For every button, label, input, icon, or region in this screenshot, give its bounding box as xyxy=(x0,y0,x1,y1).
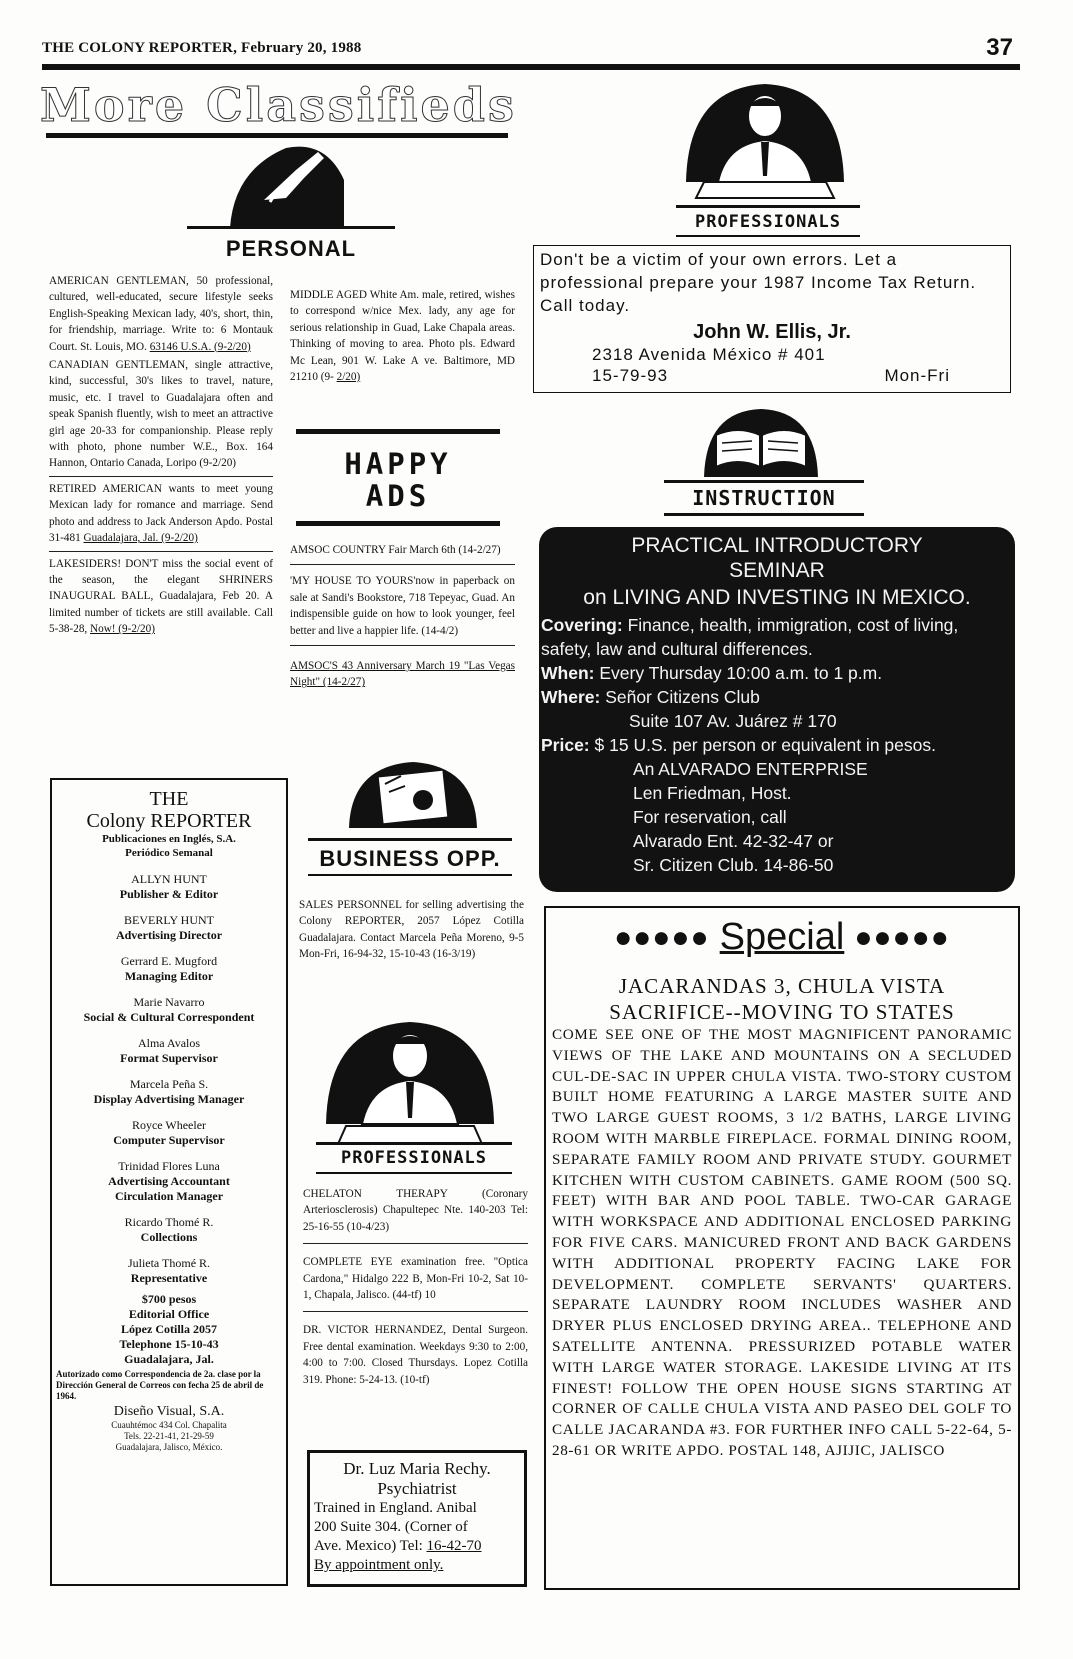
happy-ads-title-line2: ADS xyxy=(365,479,431,513)
masthead-office-address: López Cotilla 2057 xyxy=(121,1322,217,1336)
staff-name: Marie Navarro xyxy=(133,995,205,1009)
masthead-office-city: Guadalajara, Jal. xyxy=(124,1352,214,1366)
pointing-hand-icon xyxy=(226,140,346,228)
classified-text: AMERICAN GENTLEMAN, 50 professional, cultured, well-educated, secure lifestyle seeks English-Speaking Mexican lady, 40's, short, thin, for friendship, marriage. Write to: 6 Montauk Court. St. Louis, MO. xyxy=(49,275,273,353)
rechy-line3 xyxy=(314,1537,524,1556)
open-book-icon xyxy=(700,405,822,477)
seminar-title-1: PRACTICAL INTRODUCTORY xyxy=(631,534,923,557)
seminar-details xyxy=(539,613,1015,877)
masthead-design-phone: Tels. 22-21-41, 21-29-59 xyxy=(124,1431,214,1441)
divider xyxy=(49,551,273,552)
staff-role: Managing Editor xyxy=(124,969,214,983)
rechy-tel-label: Ave. Mexico) Tel: xyxy=(314,1538,423,1554)
seminar-title-3: on LIVING AND INVESTING IN MEXICO. xyxy=(583,586,971,609)
staff-entry xyxy=(52,872,286,902)
happy-ads-list xyxy=(290,542,515,691)
header-rule xyxy=(42,64,1020,70)
staff-name: Royce Wheeler xyxy=(131,1118,207,1132)
bullet-dots-icon: ●●●●● xyxy=(614,920,710,954)
classified-tail: 63146 U.S.A. (9-2/20) xyxy=(149,340,251,353)
seminar-reserve: For reservation, call xyxy=(633,807,787,827)
staff-role: Display Advertising Manager xyxy=(93,1092,245,1106)
tax-ad-text: Don't be a victim of your own errors. Let a professional prepare your 1987 Income Tax Return. Call today. xyxy=(540,250,977,315)
classified-ad xyxy=(49,481,273,547)
masthead-office-phone: Telephone 15-10-43 xyxy=(119,1337,219,1351)
section-title: More Classifieds xyxy=(40,78,517,132)
seminar-phone-2: Sr. Citizen Club. 14-86-50 xyxy=(633,855,834,875)
when-label: When: xyxy=(541,663,595,683)
staff-entry xyxy=(52,1215,286,1245)
staff-role: Computer Supervisor xyxy=(113,1133,225,1147)
professional-man-icon xyxy=(322,1014,498,1146)
staff-name: Gerrard E. Mugford xyxy=(120,954,218,968)
tax-ad-name: John W. Ellis, Jr. xyxy=(693,321,851,343)
staff-name: Trinidad Flores Luna xyxy=(118,1159,220,1173)
classified-ad: SALES PERSONNEL for selling advertising the Colony REPORTER, 2057 López Cotilla Guadalajara. Contact Marcela Peña Moreno, 9-5 Mon-Fri, 16-94-32, 15-10-43 (16-3/19) xyxy=(299,899,524,961)
masthead-publisher: Publicaciones en Inglés, S.A. xyxy=(102,833,236,845)
professionals-right-rule-bottom xyxy=(676,235,860,237)
masthead-box xyxy=(50,778,288,1586)
instruction-rule-bottom xyxy=(664,513,864,516)
staff-entry xyxy=(52,1077,286,1107)
professional-man-icon xyxy=(682,78,848,200)
special-headline-2: SACRIFICE--MOVING TO STATES xyxy=(609,1000,955,1024)
rechy-role: Psychiatrist xyxy=(377,1479,457,1498)
where-text-2: Suite 107 Av. Juárez # 170 xyxy=(629,711,837,731)
classified-ad xyxy=(49,357,273,472)
masthead-staff xyxy=(52,872,286,1286)
masthead-the: THE xyxy=(149,788,189,810)
classified-ad: AMSOC'S 43 Anniversary March 19 "Las Vegas Night" (14-2/27) xyxy=(290,660,515,689)
tax-ad-contact xyxy=(534,365,1010,386)
business-ticket-icon xyxy=(345,758,481,828)
classified-ad: AMSOC COUNTRY Fair March 6th (14-2/27) xyxy=(290,544,501,556)
seminar-where xyxy=(541,685,1011,709)
section-title-rule xyxy=(46,133,508,138)
covering-text: Finance, health, immigration, cost of living, safety, law and cultural differences. xyxy=(541,615,959,659)
staff-role: Representative xyxy=(130,1271,208,1285)
divider xyxy=(49,476,273,477)
classified-ad xyxy=(49,556,273,638)
professionals-mid-list xyxy=(303,1186,528,1388)
rechy-phone: 16-42-70 xyxy=(426,1538,482,1554)
divider xyxy=(290,564,515,565)
seminar-when xyxy=(541,661,1011,685)
tax-ad-phone: 15-79-93 xyxy=(592,366,669,385)
staff-entry xyxy=(52,1159,286,1204)
staff-name: Julieta Thomé R. xyxy=(127,1256,211,1270)
business-rule-bottom xyxy=(308,874,512,876)
seminar-ad xyxy=(539,527,1015,892)
special-body: COME SEE ONE OF THE MOST MAGNIFICENT PANORAMIC VIEWS OF THE LAKE AND MOUNTAINS ON A SECLUDED CUL-DE-SAC IN UPPER CHULA VISTA. TWO-STORY CUSTOM BUILT HOME FEATURING A LARGE MASTER SUITE AND TWO LARGE GUEST ROOMS, 3 1/2 BATHS, LARGE LIVING ROOM WITH MARBLE FIREPLACE. FORMAL DINING ROOM, SEPARATE FAMILY ROOM AND PRIVATE STUDY. GOURMET KITCHEN WITH CUSTOM CABINETS. GAME ROOM (500 SQ. FEET) WITH BAR AND POOL TABLE. TWO-CAR GARAGE WITH WORKSPACE AND ADDITIONAL ENCLOSED PARKING FOR FIVE CARS. MANICURED FRONT AND BACK GARDENS WITH ADDITIONAL PROPERTY FACING LAKE FOR DEVELOPMENT. COMPLETE SERVANTS' QUARTERS. SEPARATE LAUNDRY ROOM INCLUDES WASHER AND DRYER PLUS ENCLOSED DRYING AREA.. TELEPHONE AND SATELLITE ANTENNA. PRESSURIZED POTABLE WATER WITH LARGE WATER STORAGE. LAKESIDE LIVING AT ITS FINEST! FOLLOW THE OPEN HOUSE SIGNS STARTING AT CORNER OF CALLE CHULA VISTA AND PASEO DEL GOLF TO CALLE JACARANDA #3. FOR FURTHER INFO CALL 5-22-64, 5-28-61 OR WRITE APDO. POSTAL 148, AJIJIC, JALISCO xyxy=(552,1026,1012,1459)
staff-role: Advertising Director xyxy=(115,928,223,942)
special-header xyxy=(546,916,1018,959)
classified-tail: (9-2/20) xyxy=(199,457,237,470)
staff-entry xyxy=(52,1118,286,1148)
happy-ads-title-line1: HAPPY xyxy=(344,447,452,481)
staff-role: Collections xyxy=(140,1230,198,1244)
happy-ads-title xyxy=(296,448,500,512)
staff-name: BEVERLY HUNT xyxy=(123,913,214,927)
seminar-title-2: SEMINAR xyxy=(729,559,825,582)
professionals-mid-rule-bottom xyxy=(316,1172,512,1174)
business-opp-title: BUSINESS OPP. xyxy=(319,846,501,871)
page-number: 37 xyxy=(986,34,1013,61)
happy-ads-rule-bottom xyxy=(296,521,500,526)
divider xyxy=(303,1311,528,1312)
when-text: Every Thursday 10:00 a.m. to 1 p.m. xyxy=(599,663,883,683)
personal-rule-top xyxy=(187,226,395,229)
covering-label: Covering: xyxy=(541,615,623,635)
staff-role: Publisher & Editor xyxy=(119,887,219,901)
classified-tail: Now! (9-2/20) xyxy=(90,623,155,636)
instruction-title: INSTRUCTION xyxy=(692,486,836,510)
special-ad-box xyxy=(544,906,1020,1590)
bullet-dots-icon: ●●●●● xyxy=(854,920,950,954)
personal-column-1 xyxy=(49,273,273,638)
classified-text: MIDDLE AGED White Am. male, retired, wishes to correspond w/nice Mex. lady, any age for serious relationship in Guad, Lake Chapala areas. Thinking of moving to area. Photo pls. Edward Mc Lean, 901 W. Lake A ve. Baltimore, MD 21210 (9- xyxy=(290,289,515,384)
professionals-right-rule-top xyxy=(676,205,860,208)
staff-name: Marcela Peña S. xyxy=(129,1077,209,1091)
classified-tail: Guadalajara, Jal. (9-2/20) xyxy=(83,532,198,545)
staff-entry xyxy=(52,913,286,943)
staff-entry xyxy=(52,995,286,1025)
tax-ad-address: 2318 Avenida México # 401 xyxy=(592,345,826,364)
professionals-mid-rule-top xyxy=(316,1142,512,1145)
classified-ad: 'MY HOUSE TO YOURS'now in paperback on sale at Sandi's Bookstore, 718 Tepeyac, Guad. An indispensible guide on how to look younger, feel better and live a happier life. (14-4/2) xyxy=(290,575,515,637)
staff-role: Advertising Accountant Circulation Manager xyxy=(108,1174,230,1203)
seminar-enterprise: An ALVARADO ENTERPRISE xyxy=(633,759,868,779)
rechy-line2: 200 Suite 304. (Corner of xyxy=(314,1519,468,1535)
happy-ads-rule-top xyxy=(296,429,500,434)
classified-tail: 2/20) xyxy=(336,371,361,384)
personal-title: PERSONAL xyxy=(225,236,357,261)
staff-name: Alma Avalos xyxy=(137,1036,201,1050)
masthead-design-city: Guadalajara, Jalisco, México. xyxy=(115,1442,223,1452)
tax-ad-box xyxy=(533,245,1011,393)
masthead-design-address: Cuauhtémoc 434 Col. Chapalita xyxy=(111,1420,227,1430)
rechy-appointment: By appointment only. xyxy=(314,1557,444,1573)
masthead-periodical: Periódico Semanal xyxy=(125,847,213,859)
classified-text: RETIRED AMERICAN wants to meet young Mexican lady for romance and marriage. Send photo and address to Jack Anderson Apdo. Postal 31-481 xyxy=(49,482,273,545)
price-text: $ 15 U.S. per person or equivalent in pesos. xyxy=(594,735,936,755)
staff-name: ALLYN HUNT xyxy=(131,872,207,886)
staff-entry xyxy=(52,1036,286,1066)
where-label: Where: xyxy=(541,687,601,707)
masthead-price: $700 pesos xyxy=(141,1292,197,1306)
staff-name: Ricardo Thomé R. xyxy=(124,1215,214,1229)
special-headline-1: JACARANDAS 3, CHULA VISTA xyxy=(618,974,946,998)
rechy-details xyxy=(310,1499,524,1575)
divider xyxy=(303,1243,528,1244)
rechy-ad-box xyxy=(307,1450,527,1587)
masthead-authorization: Autorizado como Correspondencia de 2a. clase por la Dirección General de Correos con fecha 25 de abril de 1964. xyxy=(56,1369,264,1401)
price-label: Price: xyxy=(541,735,590,755)
divider xyxy=(290,645,515,646)
seminar-host: Len Friedman, Host. xyxy=(633,783,792,803)
rechy-line1: Trained in England. Anibal xyxy=(314,1500,477,1516)
special-title: Special xyxy=(719,916,845,958)
seminar-price xyxy=(541,733,1011,757)
tax-ad-hours: Mon-Fri xyxy=(884,366,950,385)
staff-entry xyxy=(52,1256,286,1286)
masthead-name: Colony REPORTER xyxy=(86,810,252,832)
classified-ad: CHELATON THERAPY (Coronary Arteriosclerosis) Chapultepec Nte. 140-203 Tel: 25-16-55 (10-4/23) xyxy=(303,1188,528,1233)
classified-ad xyxy=(49,273,273,355)
seminar-phone-1: Alvarado Ent. 42-32-47 or xyxy=(633,831,834,851)
seminar-covering xyxy=(541,613,1011,661)
where-text: Señor Citizens Club xyxy=(605,687,760,707)
classified-text: LAKESIDERS! DON'T miss the social event of the season, the elegant SHRINERS INAUGURAL BALL, Guadalajara, Feb 20. A limited number of tickets are still available. Call 5-38-28, xyxy=(49,557,273,636)
rechy-name: Dr. Luz Maria Rechy. xyxy=(343,1459,491,1478)
staff-entry xyxy=(52,954,286,984)
masthead-design-name: Diseño Visual, S.A. xyxy=(113,1404,225,1419)
business-rule-top xyxy=(308,838,512,841)
classified-ad xyxy=(290,287,515,385)
instruction-rule-top xyxy=(664,480,864,483)
classified-text: CANADIAN GENTLEMAN, single attractive, kind, successful, 30's likes to travel, nature, music, etc. I travel to Guadalajara often and speak Spanish fluently, wish to meet an attractive girl age 20-33 for companionship. Please reply with photo, phone number W.E., Box. 164 Hannon, Ontario Canada, Loripo xyxy=(49,359,273,470)
staff-role: Format Supervisor xyxy=(120,1051,218,1065)
professionals-right-title: PROFESSIONALS xyxy=(694,212,842,232)
page-header-title: THE COLONY REPORTER, February 20, 1988 xyxy=(42,40,362,56)
staff-role: Social & Cultural Correspondent xyxy=(83,1010,255,1024)
masthead-office-label: Editorial Office xyxy=(128,1307,210,1321)
classified-ad: DR. VICTOR HERNANDEZ, Dental Surgeon. Free dental examination. Weekdays 9:30 to 2:00, 4:00 to 7:00. Closed Thursdays. Lopez Cotilla 319. Phone: 5-24-13. (10-tf) xyxy=(303,1324,528,1386)
classified-ad: COMPLETE EYE examination free. "Optica Cardona," Hidalgo 222 B, Mon-Fri 10-2, Sat 10-1, Chapala, Jalisco. (44-tf) 10 xyxy=(303,1256,528,1302)
professionals-mid-title: PROFESSIONALS xyxy=(340,1148,488,1168)
